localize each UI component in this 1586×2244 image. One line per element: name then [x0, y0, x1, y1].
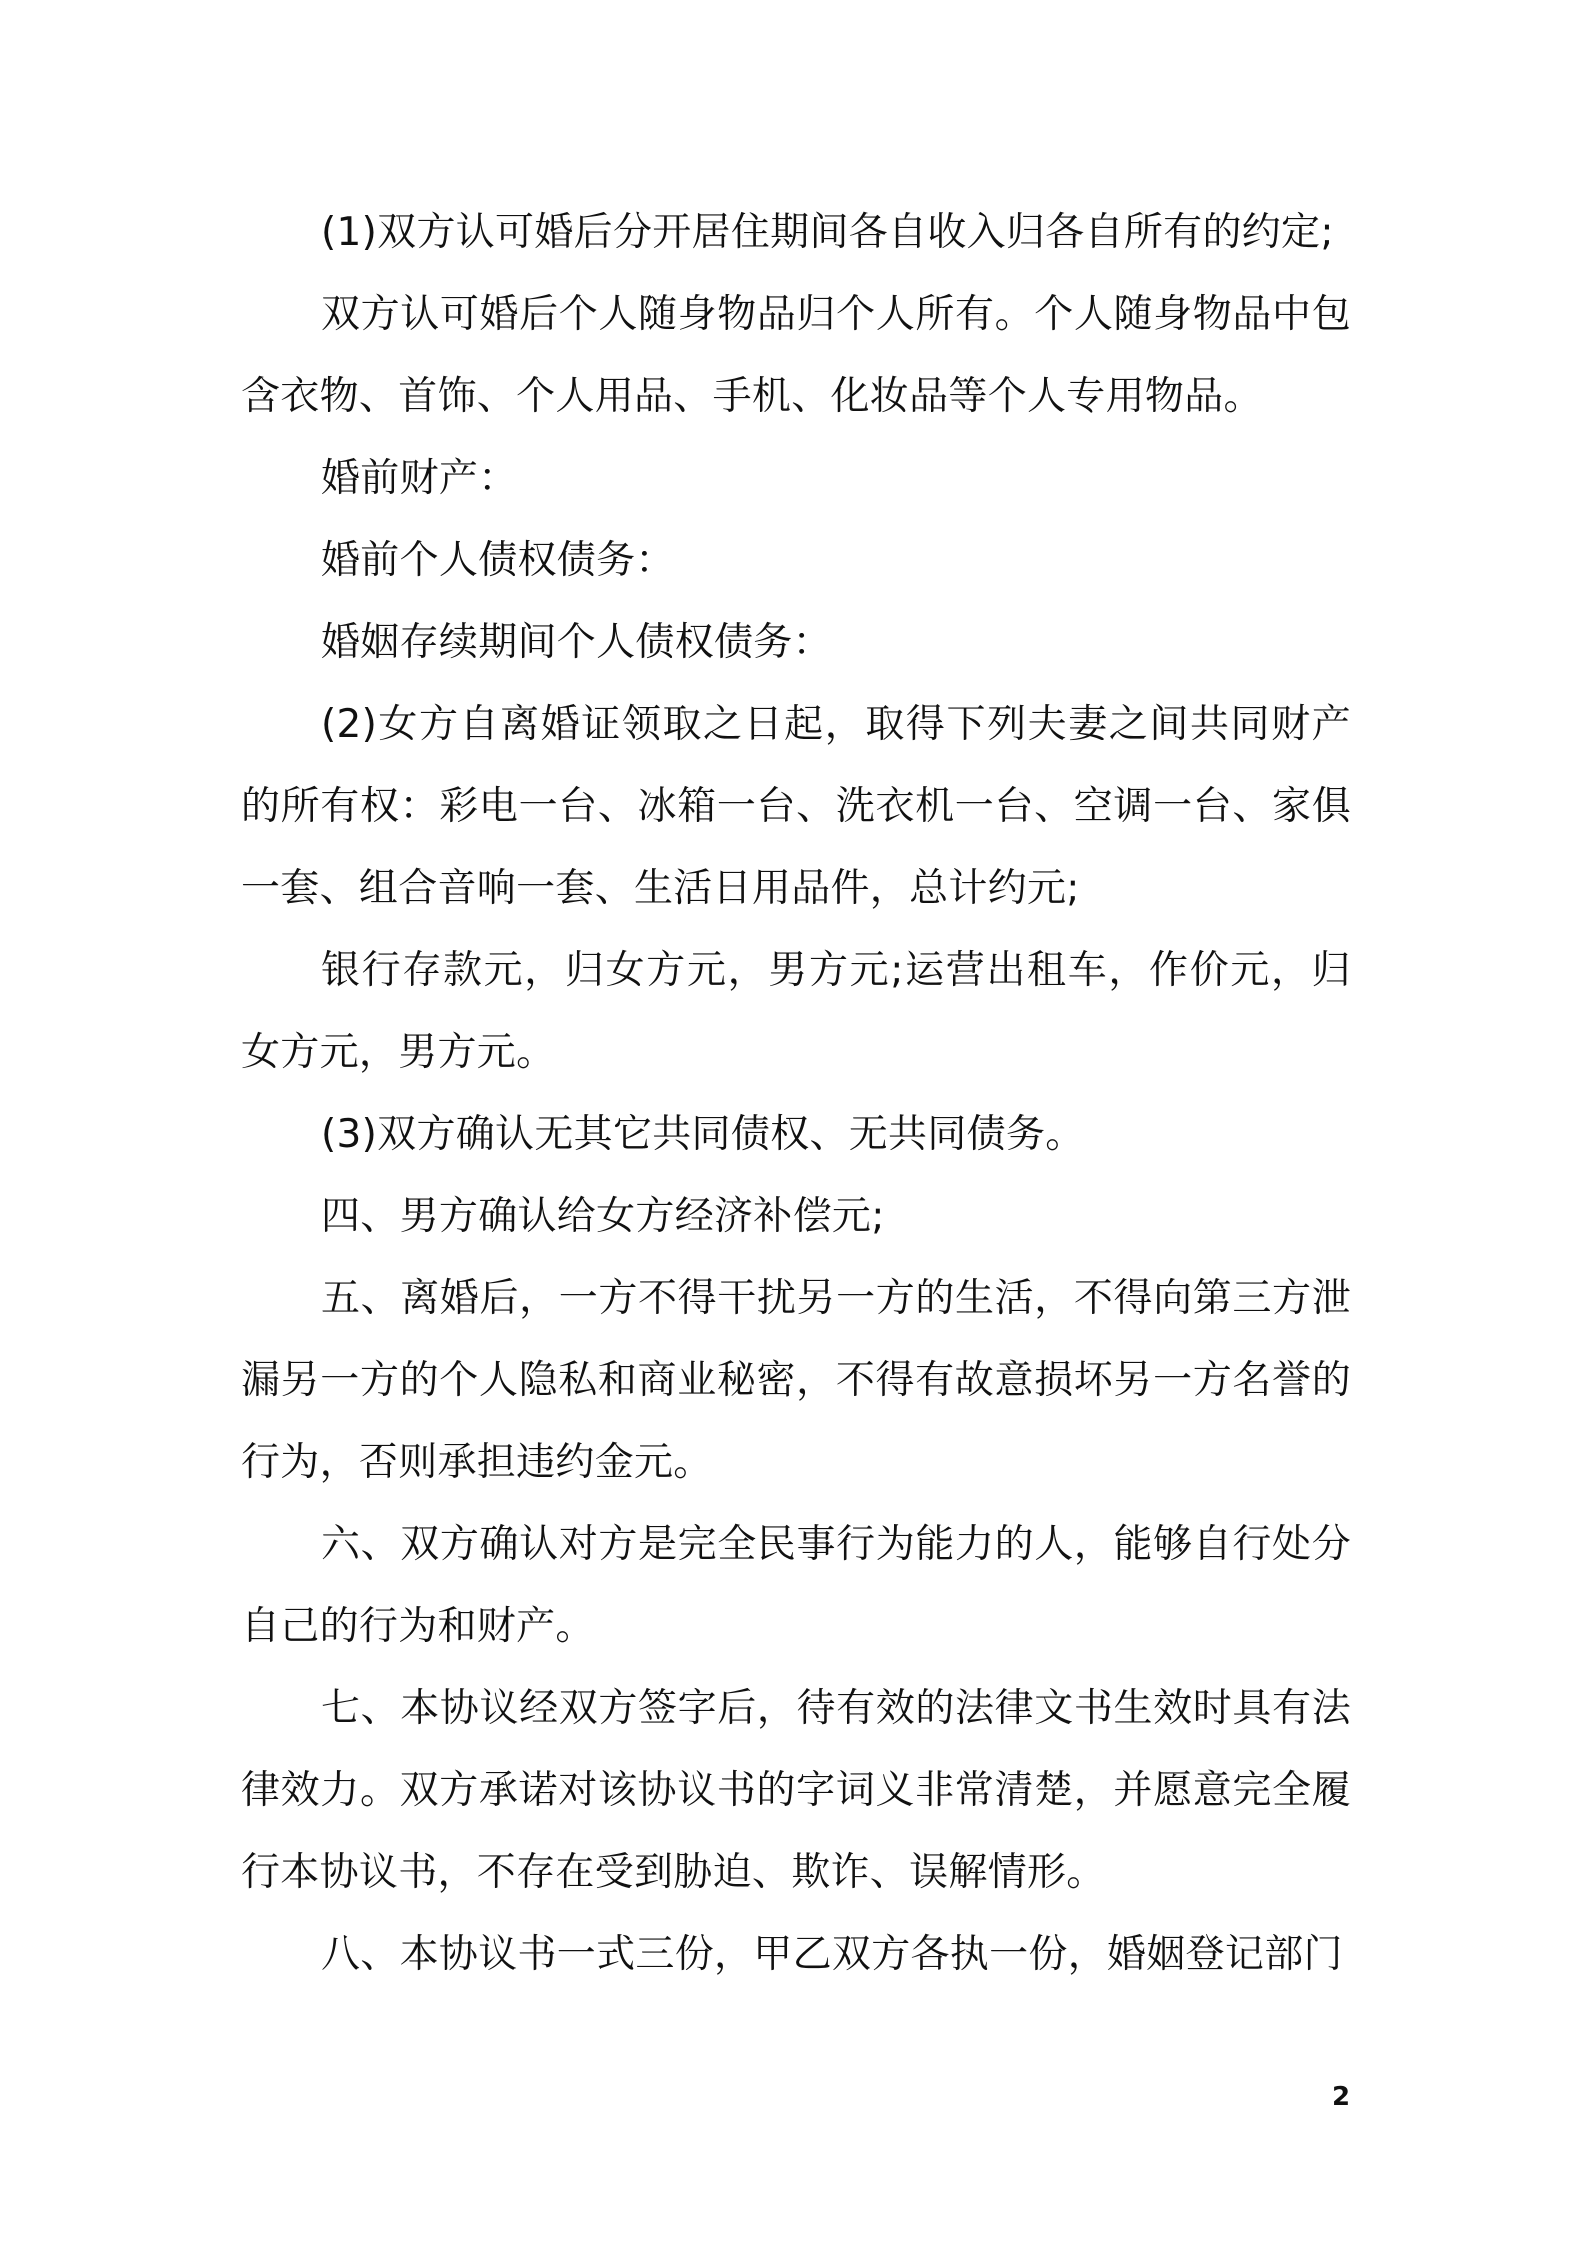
paragraph-premarital-property: 婚前财产： [321, 456, 518, 501]
paragraph-compensation: 四、男方确认给女方经济补偿元; [321, 1194, 885, 1239]
paragraph-bank-deposit: 银行存款元，归女方元，男方元;运营出租车，作价元，归女方元，男方元。 [241, 948, 1351, 1075]
paragraph-no-joint-debts: (3)双方确认无其它共同债权、无共同债务。 [321, 1112, 1085, 1157]
paragraph-effectiveness: 七、本协议经双方签字后，待有效的法律文书生效时具有法律效力。双方承诺对该协议书的字词义非常清楚，并愿意完全履行本协议书，不存在受到胁迫、欺诈、误解情形。 [241, 1686, 1351, 1895]
paragraph-privacy: 五、离婚后，一方不得干扰另一方的生活，不得向第三方泄漏另一方的个人隐私和商业秘密，不得有故意损坏另一方名誉的行为，否则承担违约金元。 [241, 1276, 1351, 1485]
paragraph-premarital-debts: 婚前个人债权债务： [321, 538, 675, 583]
paragraph-copies: 八、本协议书一式三份，甲乙双方各执一份，婚姻登记部门 [321, 1932, 1343, 1977]
page-number: 2 [1332, 2082, 1351, 2112]
document-body [241, 192, 1351, 1996]
paragraph-personal-items: 双方认可婚后个人随身物品归个人所有。个人随身物品中包含衣物、首饰、个人用品、手机、化妆品等个人专用物品。 [241, 292, 1351, 419]
paragraph-marriage-debts: 婚姻存续期间个人债权债务： [321, 620, 832, 665]
paragraph-capacity: 六、双方确认对方是完全民事行为能力的人，能够自行处分自己的行为和财产。 [241, 1522, 1351, 1649]
paragraph-income-agreement: (1)双方认可婚后分开居住期间各自收入归各自所有的约定; [321, 210, 1334, 255]
paragraph-joint-property: (2)女方自离婚证领取之日起，取得下列夫妻之间共同财产的所有权：彩电一台、冰箱一台、洗衣机一台、空调一台、家俱一套、组合音响一套、生活日用品件，总计约元; [241, 702, 1351, 911]
